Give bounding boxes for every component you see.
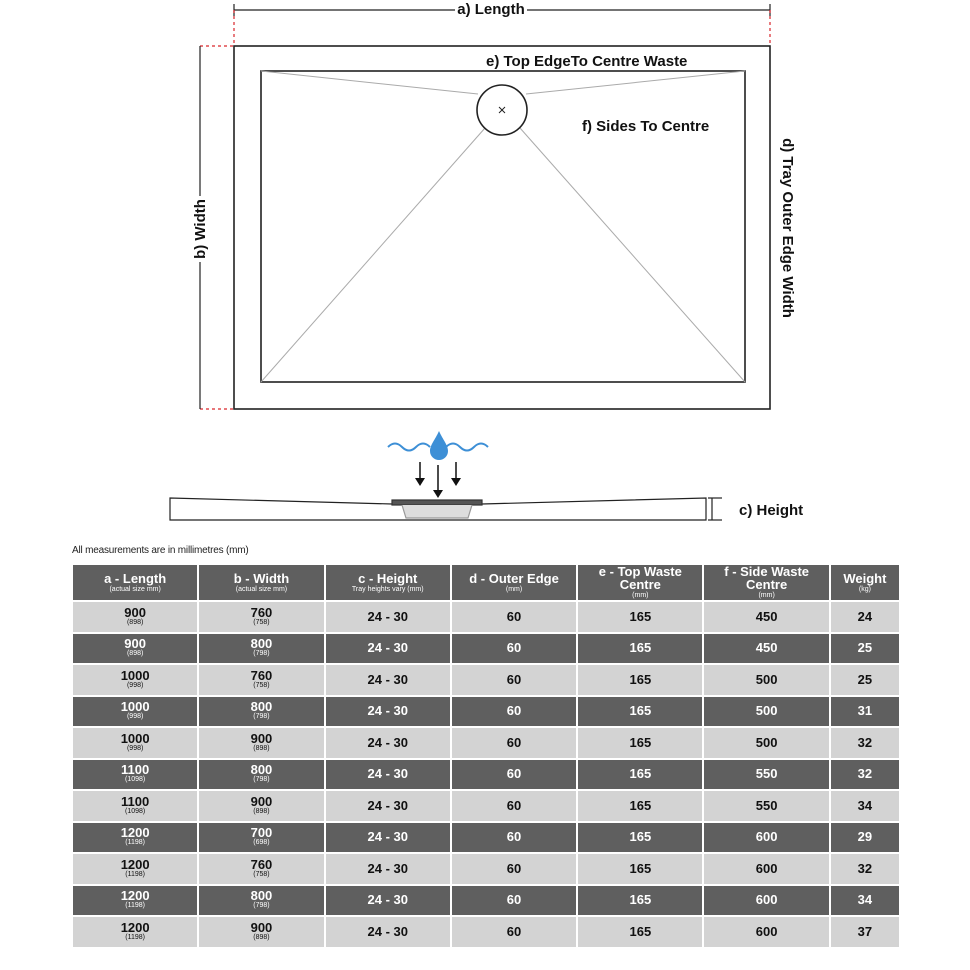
cell-value: 900 [124,636,146,652]
table-cell-side-waste [704,917,828,947]
table-cell-side-waste [704,886,828,916]
table-cell-side-waste [704,823,828,853]
cell-actual-size: (898) [253,933,270,941]
table-cell-weight [831,634,899,664]
column-header-label: c - Height [358,570,418,586]
column-header-unit: (mm) [505,585,523,593]
cell-value: 1200 [120,825,150,841]
table-cell-length [73,917,197,947]
table-header-row [73,565,899,600]
table-cell-outer-edge [452,886,576,916]
cell-value: 24 - 30 [367,923,408,939]
cell-actual-size: (698) [253,839,270,847]
sides-label: f) Sides To Centre [582,118,710,135]
column-header [73,565,197,600]
table-row [73,602,899,632]
cell-value: 900 [250,919,273,935]
cell-value: 165 [629,640,652,656]
cell-value: 24 - 30 [367,640,408,656]
length-label: a) Length [457,1,525,18]
cell-value: 165 [629,892,652,908]
table-cell-side-waste [704,791,828,821]
cell-value: 24 - 30 [367,608,408,624]
table-cell-outer-edge [452,728,576,758]
cell-actual-size: (758) [253,618,270,626]
table-cell-side-waste [704,854,828,884]
table-cell-height [326,760,450,790]
cell-value: 24 - 30 [367,766,408,782]
cell-value: 800 [250,888,273,904]
table-cell-top-waste [578,823,702,853]
measurement-note: All measurements are in millimetres (mm) [72,545,249,556]
table-cell-width [199,697,323,727]
cell-value: 550 [755,797,778,813]
cell-value: 165 [629,829,652,845]
table-cell-length [73,697,197,727]
column-header-label: d - Outer Edge [469,570,559,586]
wave-icon [388,444,430,451]
table-cell-width [199,823,323,853]
table-cell-width [199,854,323,884]
table-cell-top-waste [578,886,702,916]
cell-value: 60 [506,892,522,908]
table-cell-length [73,602,197,632]
cell-value: 600 [755,923,778,939]
cell-value: 760 [250,604,273,620]
table-cell-length [73,854,197,884]
cell-value: 60 [506,829,522,845]
cell-actual-size: (898) [253,744,270,752]
spec-table [71,563,901,949]
table-row [73,728,899,758]
table-cell-length [73,634,197,664]
top-edge-label: e) Top EdgeTo Centre Waste [486,53,688,70]
table-row [73,760,899,790]
cell-value: 24 - 30 [367,797,408,813]
cell-actual-size: (798) [253,650,270,658]
cell-value: 60 [506,703,522,719]
table-cell-weight [831,665,899,695]
cell-value: 450 [755,608,778,624]
cell-value: 600 [755,829,778,845]
table-cell-top-waste [578,760,702,790]
cell-actual-size: (998) [126,744,144,752]
table-cell-top-waste [578,917,702,947]
cell-value: 165 [629,860,652,876]
table-cell-height [326,917,450,947]
table-cell-weight [831,697,899,727]
table-cell-top-waste [578,602,702,632]
table-cell-weight [831,728,899,758]
table-cell-side-waste [704,634,828,664]
cell-actual-size: (998) [126,713,144,721]
table-row [73,886,899,916]
column-header [326,565,450,600]
cell-value: 32 [857,766,873,782]
cell-actual-size: (898) [126,618,144,626]
table-cell-height [326,634,450,664]
cell-value: 24 - 30 [367,671,408,687]
height-dimension [708,498,722,520]
cell-value: 24 - 30 [367,734,408,750]
column-header-label: a - Length [104,570,167,586]
cell-value: 165 [629,923,652,939]
cell-value: 1000 [120,667,150,683]
table-cell-outer-edge [452,791,576,821]
cell-value: 800 [250,699,273,715]
cell-value: 60 [506,640,522,656]
column-header-unit: (actual size mm) [109,585,161,593]
cell-value: 34 [857,797,873,813]
cell-value: 1100 [121,762,150,778]
cell-value: 60 [506,608,522,624]
cell-value: 1200 [120,888,150,904]
cell-value: 800 [250,762,273,778]
table-cell-weight [831,760,899,790]
table-cell-width [199,602,323,632]
table-cell-outer-edge [452,854,576,884]
table-cell-side-waste [704,602,828,632]
table-cell-side-waste [704,760,828,790]
table-cell-outer-edge [452,602,576,632]
table-cell-top-waste [578,634,702,664]
column-header [578,565,702,600]
table-cell-height [326,886,450,916]
table-cell-height [326,854,450,884]
cell-value: 1100 [121,793,150,809]
table-cell-width [199,634,323,664]
column-header-unit: (mm) [758,592,775,599]
column-header [831,565,899,600]
table-cell-outer-edge [452,917,576,947]
table-cell-height [326,823,450,853]
cell-value: 900 [250,730,273,746]
table-cell-top-waste [578,728,702,758]
cell-value: 165 [629,703,652,719]
table-row [73,697,899,727]
cell-actual-size: (998) [126,681,144,689]
table-cell-width [199,728,323,758]
cell-value: 25 [857,671,873,687]
table-row [73,823,899,853]
cell-value: 800 [250,636,273,652]
column-header-unit: (mm) [632,592,649,599]
cell-value: 760 [250,667,273,683]
table-cell-weight [831,791,899,821]
tray-side-profile [170,498,706,520]
column-header [452,565,576,600]
cell-value: 60 [506,860,522,876]
table-cell-length [73,760,197,790]
cell-value: 500 [755,703,778,719]
cell-value: 32 [857,860,873,876]
cell-actual-size: (1198) [125,902,145,910]
column-header [199,565,323,600]
cell-value: 60 [506,923,522,939]
cell-actual-size: (898) [253,807,270,815]
cell-actual-size: (898) [126,650,144,658]
cell-value: 900 [250,793,273,809]
cell-value: 1200 [120,856,150,872]
table-cell-height [326,602,450,632]
cell-value: 24 - 30 [367,829,408,845]
table-cell-top-waste [578,854,702,884]
table-cell-width [199,760,323,790]
cell-value: 1000 [120,699,150,715]
cell-value: 165 [629,734,652,750]
cell-value: 600 [755,892,778,908]
table-row [73,917,899,947]
table-cell-weight [831,854,899,884]
cell-value: 165 [629,671,652,687]
column-header-label: b - Width [233,570,290,586]
cell-value: 760 [250,856,273,872]
cell-value: 60 [506,797,522,813]
cell-value: 29 [857,829,873,845]
water-drop-icon [430,431,448,460]
cell-value: 34 [857,892,873,908]
table-cell-length [73,886,197,916]
table-cell-length [73,823,197,853]
cell-value: 24 - 30 [367,703,408,719]
table-cell-top-waste [578,697,702,727]
cell-value: 550 [755,766,778,782]
table-cell-height [326,728,450,758]
cell-value: 700 [250,825,273,841]
table-cell-weight [831,602,899,632]
cell-value: 450 [755,640,778,656]
outer-edge-label: d) Tray Outer Edge Width [779,138,796,318]
cell-value: 60 [506,766,522,782]
column-header-unit: Tray heights vary (mm) [351,585,424,593]
cell-value: 60 [506,671,522,687]
column-header-unit: (actual size mm) [235,585,288,593]
table-cell-weight [831,917,899,947]
cell-actual-size: (798) [253,713,270,721]
table-cell-outer-edge [452,634,576,664]
down-arrow-icon [415,462,461,498]
table-cell-outer-edge [452,665,576,695]
cell-actual-size: (1198) [125,870,145,878]
cell-value: 32 [857,734,873,750]
table-row [73,665,899,695]
column-header-label: f - Side Waste Centre [724,564,810,592]
table-cell-outer-edge [452,760,576,790]
table-cell-top-waste [578,791,702,821]
table-cell-height [326,697,450,727]
cell-value: 60 [506,734,522,750]
column-header [704,565,828,600]
table-cell-side-waste [704,665,828,695]
cell-value: 37 [857,923,873,939]
cell-value: 1000 [120,730,150,746]
cell-value: 31 [857,703,873,719]
cell-actual-size: (758) [253,870,270,878]
table-cell-length [73,728,197,758]
wave-icon [446,444,488,451]
table-cell-width [199,917,323,947]
column-header-unit: (kg) [858,585,871,593]
table-row [73,854,899,884]
table-cell-length [73,665,197,695]
table-cell-outer-edge [452,823,576,853]
column-header-label: e - Top Waste Centre [598,564,682,592]
cell-value: 900 [124,604,146,620]
cell-actual-size: (758) [253,681,270,689]
table-cell-width [199,791,323,821]
cell-value: 500 [755,734,778,750]
table-cell-weight [831,823,899,853]
cell-value: 1200 [120,919,150,935]
cell-value: 600 [755,860,778,876]
table-cell-side-waste [704,697,828,727]
cell-value: 25 [857,640,873,656]
table-cell-top-waste [578,665,702,695]
cell-value: 500 [755,671,778,687]
table-body [73,602,899,947]
cell-value: 165 [629,766,652,782]
table-cell-height [326,791,450,821]
cell-actual-size: (1098) [125,776,146,784]
width-label: b) Width [192,199,209,259]
cell-value: 165 [629,797,652,813]
table-cell-weight [831,886,899,916]
cell-actual-size: (798) [253,902,270,910]
cell-actual-size: (1098) [125,807,146,815]
table-cell-width [199,665,323,695]
table-row [73,634,899,664]
table-row [73,791,899,821]
table-cell-height [326,665,450,695]
cell-actual-size: (798) [253,776,270,784]
cell-value: 24 [857,608,873,624]
table-cell-side-waste [704,728,828,758]
cell-value: 24 - 30 [367,860,408,876]
height-label: c) Height [739,502,804,519]
cell-value: 24 - 30 [367,892,408,908]
table-cell-length [73,791,197,821]
table-cell-outer-edge [452,697,576,727]
table-cell-width [199,886,323,916]
cell-actual-size: (1198) [125,933,145,941]
cell-actual-size: (1198) [125,839,145,847]
column-header-label: Weight [843,570,887,586]
cell-value: 165 [629,608,652,624]
